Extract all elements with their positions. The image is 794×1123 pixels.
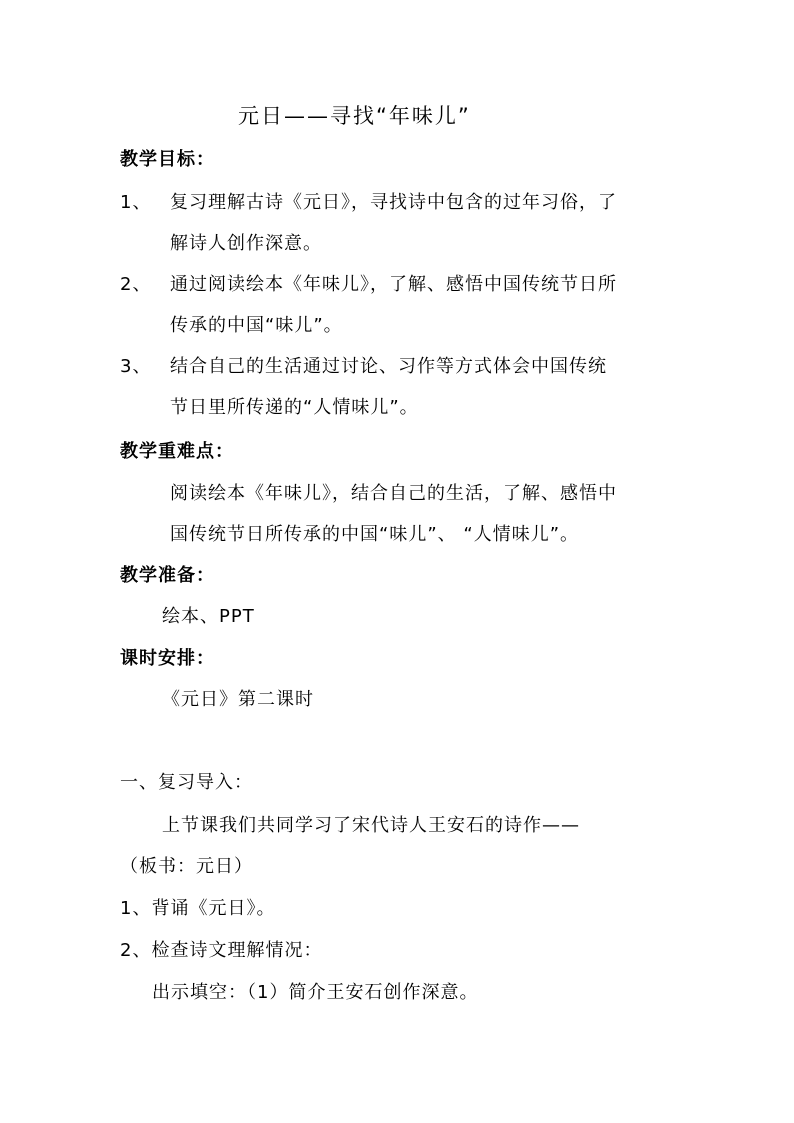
goals-heading: 教学目标： [120, 149, 215, 170]
goal-item-1 [120, 191, 617, 215]
step-1: 1、背诵《元日》。 [120, 898, 276, 919]
section-heading: 一、复习导入： [120, 772, 253, 793]
step-2: 2、检查诗文理解情况： [120, 940, 323, 961]
goal-number: 1、 [120, 192, 152, 213]
goal-text: 通过阅读绘本《年味儿》，了解、感悟中国传统节日所 [170, 274, 617, 295]
key-points-line-2: 国传统节日所传承的中国“味儿”、 “人情味儿”。 [170, 524, 580, 545]
goal-item-2 [120, 273, 617, 297]
schedule-text: 《元日》第二课时 [162, 689, 314, 710]
key-points-heading: 教学重难点： [120, 441, 234, 462]
board-note: （板书：元日） [120, 856, 253, 877]
goal-text: 复习理解古诗《元日》，寻找诗中包含的过年习俗，了 [170, 192, 617, 213]
goal-number: 3、 [120, 356, 152, 377]
step-2-detail: 出示填空：（1）简介王安石创作深意。 [152, 982, 479, 1003]
prep-text: 绘本、PPT [162, 606, 255, 627]
goal-item-3 [120, 355, 607, 379]
goal-item-1-continued: 解诗人创作深意。 [170, 233, 322, 254]
key-points-line-1: 阅读绘本《年味儿》，结合自己的生活，了解、感悟中 [170, 483, 617, 504]
schedule-heading: 课时安排： [120, 648, 215, 669]
goal-item-2-continued: 传承的中国“味儿”。 [170, 315, 343, 336]
goal-text: 结合自己的生活通过讨论、习作等方式体会中国传统 [170, 356, 607, 377]
goal-number: 2、 [120, 274, 152, 295]
prep-heading: 教学准备： [120, 565, 215, 586]
page-title: 元日——寻找“年味儿” [238, 104, 471, 128]
section-intro: 上节课我们共同学习了宋代诗人王安石的诗作—— [162, 815, 580, 836]
goal-item-3-continued: 节日里所传递的“人情味儿”。 [170, 397, 419, 418]
